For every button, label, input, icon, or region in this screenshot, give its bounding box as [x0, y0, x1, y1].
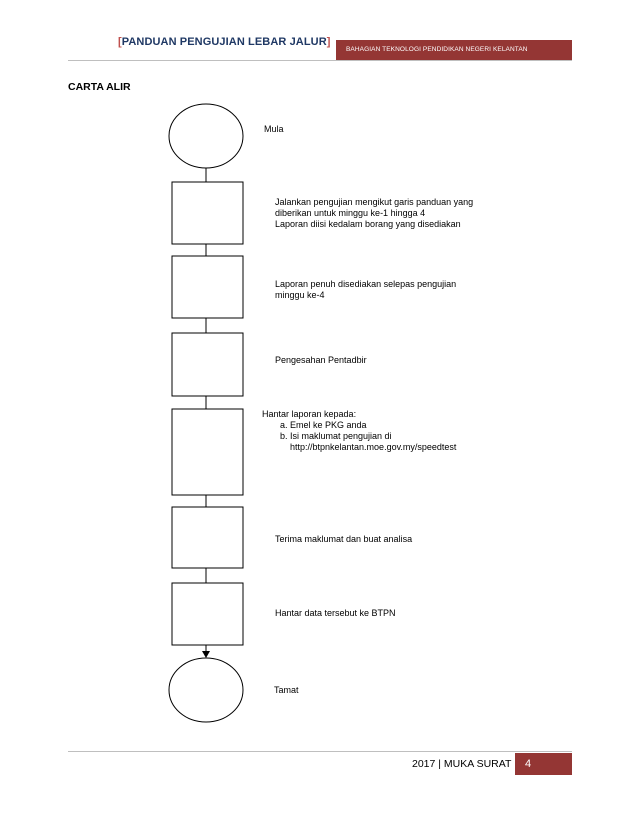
- list-item-a: [290, 420, 456, 431]
- step-2-line-2: minggu ke-4: [275, 290, 325, 300]
- item-b-line-1: Isi maklumat pengujian di: [290, 431, 392, 441]
- department-band: BAHAGIAN TEKNOLOGI PENDIDIKAN NEGERI KELANTAN: [336, 40, 572, 60]
- bracket-close: ]: [326, 36, 331, 48]
- step-1-line-3: Laporan diisi kedalam borang yang disediakan: [275, 219, 461, 229]
- section-title: CARTA ALIR: [68, 81, 131, 93]
- end-label: Tamat: [274, 685, 299, 695]
- bracket-open: [: [118, 36, 122, 48]
- item-a-text: Emel ke PKG anda: [290, 420, 367, 430]
- list-item-b: [290, 431, 456, 453]
- step-5-text: Terima maklumat dan buat analisa: [275, 534, 413, 544]
- step-4-lead: Hantar laporan kepada:: [262, 409, 357, 419]
- process-box-5: [172, 507, 243, 568]
- process-box-4: [172, 409, 243, 495]
- process-box-1: [172, 182, 243, 244]
- process-box-6: [172, 583, 243, 645]
- step-3-text: Pengesahan Pentadbir: [275, 355, 367, 365]
- step-2-line-1: Laporan penuh disediakan selepas pengujian: [275, 279, 457, 289]
- document-title: PANDUAN PENGUJIAN LEBAR JALUR: [121, 36, 327, 48]
- start-label: Mula: [264, 124, 284, 134]
- step-4-text: [262, 409, 456, 453]
- process-box-2: [172, 256, 243, 318]
- step-4-list: [262, 420, 456, 453]
- step-1-line-1: Jalankan pengujian mengikut garis panduan yang: [275, 197, 474, 207]
- process-box-3: [172, 333, 243, 396]
- footer-divider: [68, 751, 572, 752]
- page-number: 4: [515, 753, 572, 775]
- step-1-text: [275, 197, 473, 230]
- arrow-head: [202, 651, 210, 658]
- item-b-line-2: http://btpnkelantan.moe.gov.my/speedtest: [290, 442, 457, 452]
- end-terminal: [169, 658, 243, 722]
- footer-text: 2017 | MUKA SURAT: [412, 758, 512, 770]
- step-2-text: [275, 279, 456, 301]
- step-6-text: Hantar data tersebut ke BTPN: [275, 608, 396, 618]
- step-1-line-2: diberikan untuk minggu ke-1 hingga 4: [275, 208, 426, 218]
- start-terminal: [169, 104, 243, 168]
